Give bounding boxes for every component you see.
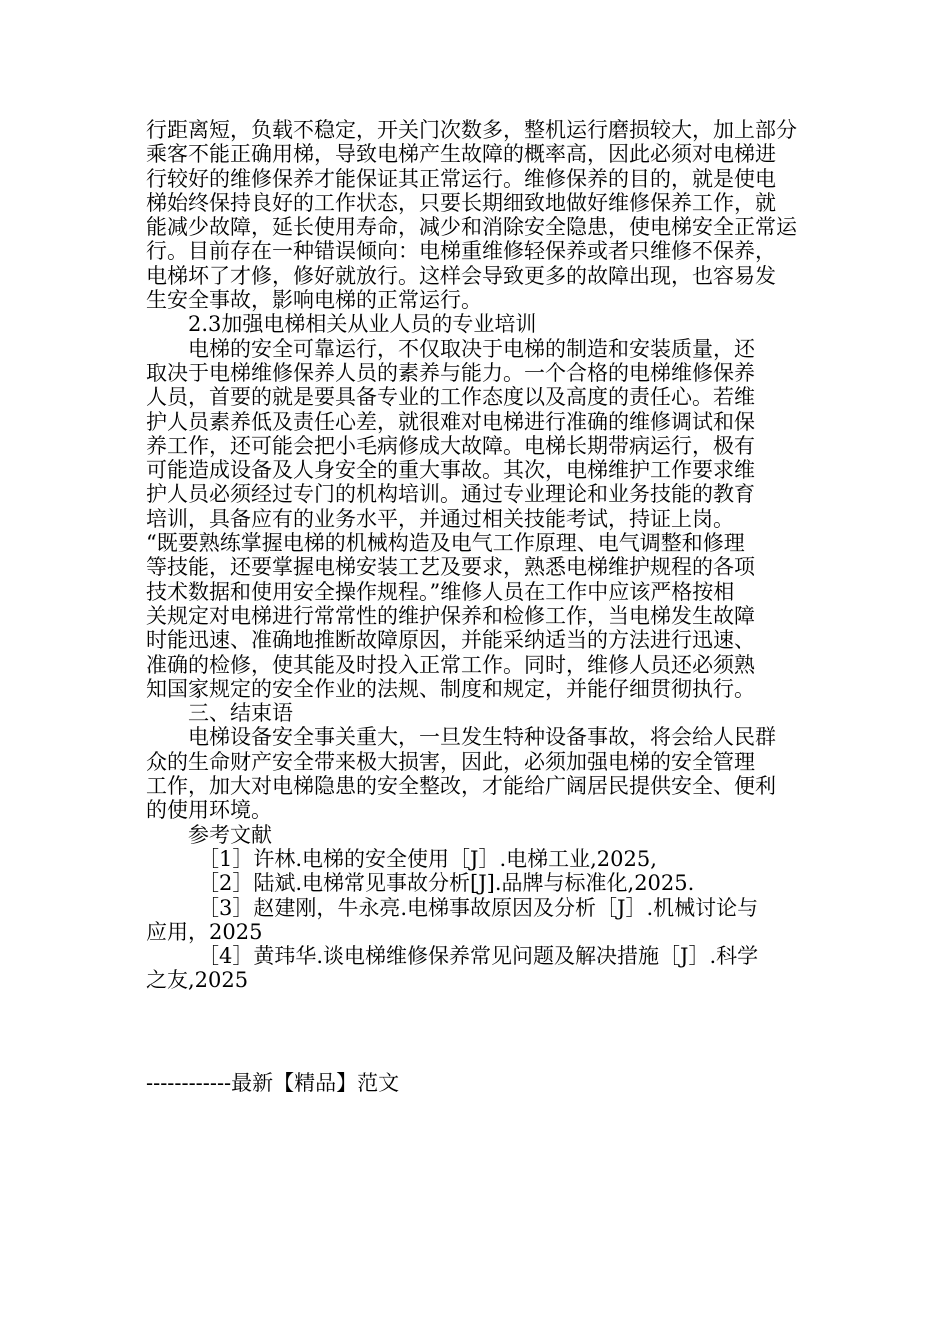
text-line: 培训，具备应有的业务水平，并通过相关技能考试，持证上岗。: [146, 506, 734, 531]
reference-item-continuation: 应用，2025: [146, 919, 263, 944]
text-line: 行较好的维修保养才能保证其正常运行。维修保养的目的，就是使电: [146, 166, 776, 191]
text-line: 梯始终保持良好的工作状态，只要长期细致地做好维修保养工作，就: [146, 190, 776, 215]
text-line: 准确的检修，使其能及时投入正常工作。同时，维修人员还必须熟: [146, 652, 755, 677]
reference-item: ［1］许林.电梯的安全使用［J］.电梯工业,2025,: [198, 846, 657, 871]
paragraph-conclusion: [146, 725, 806, 822]
text-line: 电梯设备安全事关重大，一旦发生特种设备事故，将会给人民群: [188, 725, 776, 750]
reference-item: ［4］黄玮华.谈电梯维修保养常见问题及解决措施［J］.科学: [198, 944, 759, 969]
text-line: 等技能，还要掌握电梯安装工艺及要求，熟悉电梯维护规程的各项: [146, 555, 755, 580]
text-line: 行。目前存在一种错误倾向：电梯重维修轻保养或者只维修不保养，: [146, 239, 776, 264]
text-line: 生安全事故，影响电梯的正常运行。: [146, 288, 482, 313]
text-line: 电梯的安全可靠运行，不仅取决于电梯的制造和安装质量，还: [188, 336, 755, 361]
text-line: 的使用环境。: [146, 798, 272, 823]
text-line: 乘客不能正确用梯，导致电梯产生故障的概率高，因此必须对电梯进: [146, 142, 776, 167]
text-line: 知国家规定的安全作业的法规、制度和规定，并能仔细贯彻执行。: [146, 676, 755, 701]
text-line: “既要熟练掌握电梯的机械构造及电气工作原理、电气调整和修理: [146, 531, 745, 556]
paragraph-training: [146, 337, 806, 701]
document-body: [146, 118, 806, 993]
text-line: 可能造成设备及人身安全的重大事故。其次，电梯维护工作要求维: [146, 458, 755, 483]
reference-item: ［3］赵建刚，牛永亮.电梯事故原因及分析［J］.机械讨论与: [198, 895, 759, 920]
text-line: 电梯坏了才修，修好就放行。这样会导致更多的故障出现，也容易发: [146, 263, 776, 288]
text-line: 技术数据和使用安全操作规程。”维修人员在工作中应该严格按相: [146, 579, 735, 604]
text-line: 关规定对电梯进行常常性的维护保养和检修工作，当电梯发生故障: [146, 603, 755, 628]
reference-item: ［2］陆斌.电梯常见事故分析[J].品牌与标准化,2025.: [198, 871, 695, 896]
section-heading-conclusion: 三、结束语: [188, 701, 293, 726]
text-line: 众的生命财产安全带来极大损害，因此，必须加强电梯的安全管理: [146, 749, 755, 774]
footer-banner: ------------最新【精品】范文: [146, 1071, 400, 1095]
text-line: 能减少故障，延长使用寿命，减少和消除安全隐患，使电梯安全正常运: [146, 215, 797, 240]
text-line: 取决于电梯维修保养人员的素养与能力。一个合格的电梯维修保养: [146, 360, 755, 385]
references-list: [146, 847, 806, 993]
paragraph-maintenance: [146, 118, 806, 312]
text-line: 行距离短，负载不稳定，开关门次数多，整机运行磨损较大，加上部分: [146, 118, 797, 142]
text-line: 人员，首要的就是要具备专业的工作态度以及高度的责任心。若维: [146, 385, 755, 410]
section-heading-training: 2.3加强电梯相关从业人员的专业培训: [188, 312, 537, 337]
reference-item-continuation: 之友,2025: [146, 968, 249, 993]
text-line: 时能迅速、准确地推断故障原因，并能采纳适当的方法进行迅速、: [146, 628, 755, 653]
text-line: 养工作，还可能会把小毛病修成大故障。电梯长期带病运行，极有: [146, 433, 755, 458]
text-line: 工作，加大对电梯隐患的安全整改，才能给广阔居民提供安全、便利: [146, 774, 776, 799]
text-line: 护人员必须经过专门的机构培训。通过专业理论和业务技能的教育: [146, 482, 755, 507]
text-line: 护人员素养低及责任心差，就很难对电梯进行准确的维修调试和保: [146, 409, 755, 434]
references-heading: 参考文献: [188, 822, 272, 847]
